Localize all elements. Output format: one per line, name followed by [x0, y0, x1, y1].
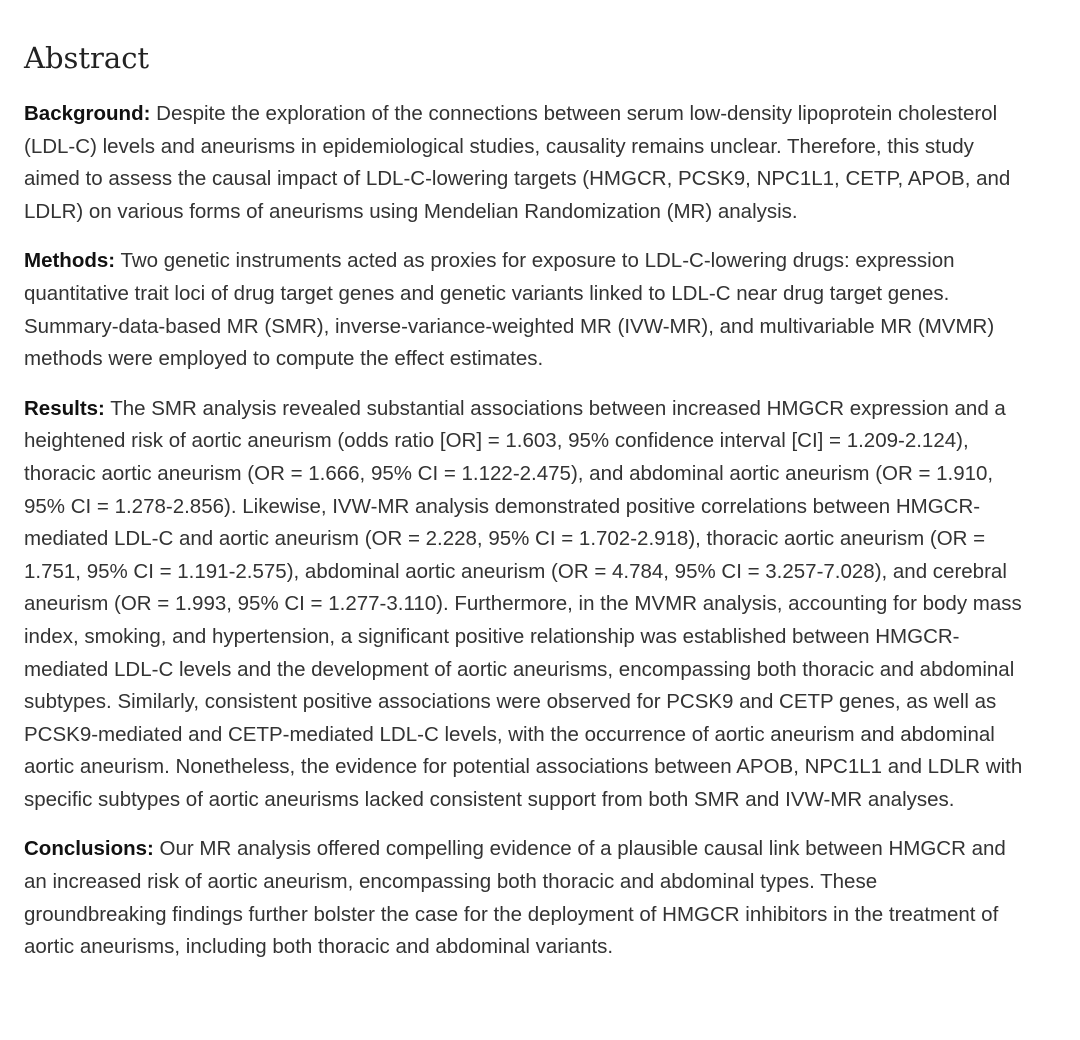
results-text: The SMR analysis revealed substantial associations between increased HMGCR expression and a heightened risk of aortic aneurism (odds ratio [OR] = 1.603, 95% confidence interval [CI] = 1.209-2.124), thoracic aortic aneurism (OR = 1.666, 95% CI = 1.122-2.475), and abdominal aortic aneurism (OR = 1.910, 95% CI = 1.278-2.856). Likewise, IVW-MR analysis demonstrated positive correlations between HMGCR-mediated LDL-C and aortic aneurism (OR = 2.228, 95% CI = 1.702-2.918), thoracic aortic aneurism (OR = 1.751, 95% CI = 1.191-2.575), abdominal aortic aneurism (OR = 4.784, 95% CI = 3.257-7.028), and cerebral aneurism (OR = 1.993, 95% CI = 1.277-3.110). Furthermore, in the MVMR analysis, accounting for body mass index, smoking, and hypertension, a significant positive relationship was established between HMGCR-mediated LDL-C levels and the development of aortic aneurisms, encompassing both thoracic and abdominal subtypes. Similarly, consistent positive associations were observed for PCSK9 and CETP genes, as well as PCSK9-mediated and CETP-mediated LDL-C levels, with the occurrence of aortic aneurism and abdominal aortic aneurism. Nonetheless, the evidence for potential associations between APOB, NPC1L1 and LDLR with specific subtypes of aortic aneurisms lacked consistent support from both SMR and IVW-MR analyses.: [24, 396, 1023, 811]
background-label: Background:: [24, 102, 151, 125]
conclusions-paragraph: [24, 833, 1024, 963]
methods-text: Two genetic instruments acted as proxies for exposure to LDL-C-lowering drugs: expression quantitative trait loci of drug target genes and genetic variants linked to LDL-C near drug target genes. Summary-data-based MR (SMR), inverse-variance-weighted MR (IVW-MR), and multivariable MR (MVMR) methods were employed to compute the effect estimates.: [24, 249, 995, 371]
abstract-heading: Abstract: [24, 41, 150, 75]
background-text: Despite the exploration of the connections between serum low-density lipoprotein cholesterol (LDL-C) levels and aneurisms in epidemiological studies, causality remains unclear. Therefore, this study aimed to assess the causal impact of LDL-C-lowering targets (HMGCR, PCSK9, NPC1L1, CETP, APOB, and LDLR) on various forms of aneurisms using Mendelian Randomization (MR) analysis.: [24, 102, 1011, 223]
conclusions-label: Conclusions:: [24, 837, 154, 861]
abstract-section: [24, 38, 1024, 981]
methods-label: Methods:: [24, 249, 116, 273]
results-paragraph: [24, 393, 1024, 817]
results-label: Results:: [24, 396, 105, 420]
methods-paragraph: [24, 245, 1024, 375]
background-paragraph: [24, 98, 1024, 228]
conclusions-text: Our MR analysis offered compelling evidence of a plausible causal link between HMGCR and an increased risk of aortic aneurism, encompassing both thoracic and abdominal types. These groundbreaking findings further bolster the case for the deployment of HMGCR inhibitors in the treatment of aortic aneurisms, including both thoracic and abdominal variants.: [24, 837, 1006, 959]
